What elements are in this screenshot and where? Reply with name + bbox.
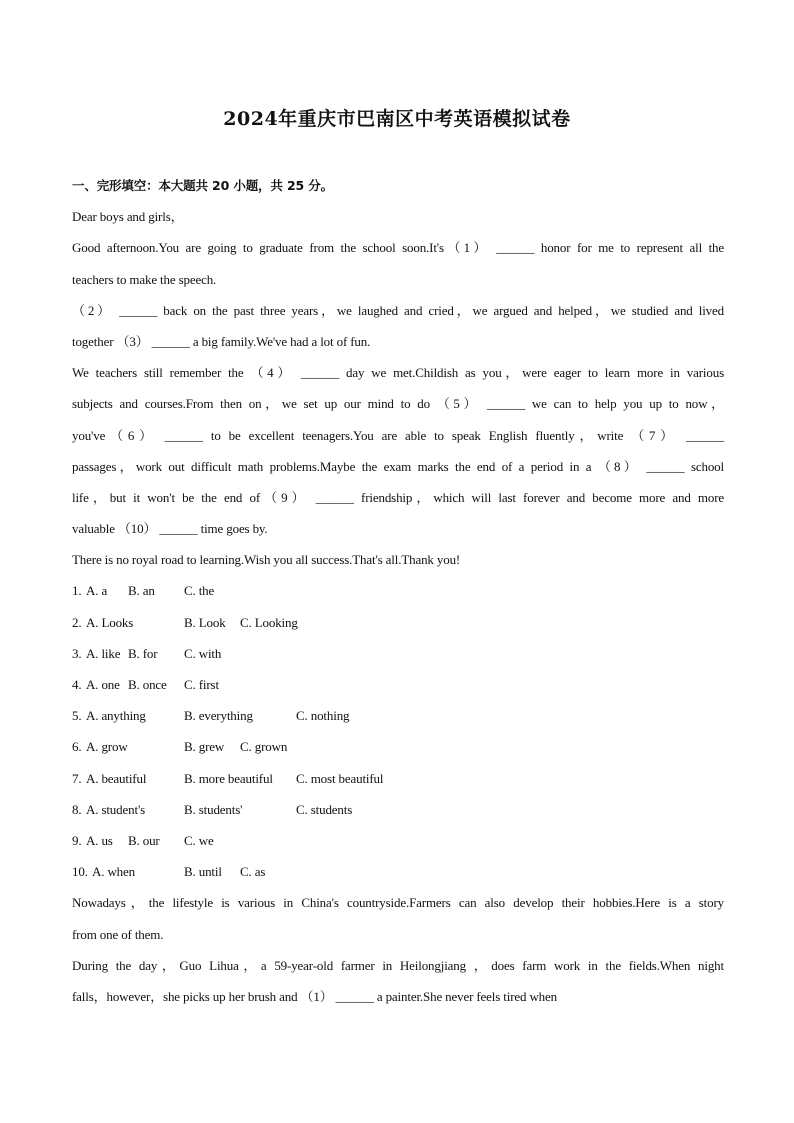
question-row bbox=[72, 607, 724, 638]
option-b: B. until bbox=[184, 864, 222, 880]
passage-line: together （3） ______ a big family.We've had a lot of fun. bbox=[72, 333, 371, 349]
question-number: 3. bbox=[72, 645, 82, 661]
passage-2 bbox=[72, 887, 724, 1012]
question-row bbox=[72, 794, 724, 825]
section-heading: 一、完形填空：本大题共 20 小题，共 25 分。 bbox=[72, 178, 333, 193]
option-c: C. most beautiful bbox=[296, 770, 384, 786]
passage-line: Dear boys and girls， bbox=[72, 209, 184, 225]
question-row bbox=[72, 575, 724, 606]
option-b: B. our bbox=[128, 832, 160, 848]
question-row bbox=[72, 825, 724, 856]
option-a: A. us bbox=[86, 832, 113, 848]
option-b: B. for bbox=[128, 645, 158, 661]
passage-line: from one of them. bbox=[72, 926, 164, 942]
question-number: 2. bbox=[72, 614, 82, 630]
option-c: C. the bbox=[184, 583, 215, 599]
passage-line: Nowadays，the lifestyle is various in China's countryside.Farmers can also develop their hobbies.Here is a story bbox=[72, 895, 724, 911]
passage-line: life，but it won't be the end of（9） ______ friendship，which will last forever and become more and more bbox=[72, 489, 724, 505]
question-list bbox=[72, 575, 724, 887]
question-row bbox=[72, 763, 724, 794]
passage-line: Good afternoon.You are going to graduate from the school soon.It's（1） ______ honor for me to represent all the bbox=[72, 240, 724, 256]
question-row bbox=[72, 669, 724, 700]
option-c: C. students bbox=[296, 801, 353, 817]
page-title: 2024年重庆市巴南区中考英语模拟试卷 bbox=[223, 108, 571, 130]
question-number: 5. bbox=[72, 708, 82, 724]
option-a: A. grow bbox=[86, 739, 128, 755]
question-row bbox=[72, 731, 724, 762]
option-b: B. everything bbox=[184, 708, 253, 724]
passage-line: you've（6） ______ to be excellent teenagers.You are able to speak English fluently，write （7） ______ bbox=[72, 427, 724, 443]
question-row bbox=[72, 700, 724, 731]
option-c: C. Looking bbox=[240, 614, 298, 630]
option-b: B. once bbox=[128, 677, 167, 692]
option-b: B. an bbox=[128, 583, 155, 599]
option-c: C. as bbox=[240, 864, 266, 880]
question-number: 9. bbox=[72, 832, 82, 848]
question-number: 8. bbox=[72, 801, 82, 817]
question-number: 7. bbox=[72, 770, 82, 786]
question-number: 6. bbox=[72, 739, 82, 755]
option-a: A. one bbox=[86, 677, 120, 692]
option-a: A. a bbox=[86, 583, 108, 599]
passage-1 bbox=[72, 201, 724, 575]
question-number: 1. bbox=[72, 583, 82, 599]
passage-line: teachers to make the speech. bbox=[72, 271, 217, 287]
passage-line: There is no royal road to learning.Wish you all success.That's all.Thank you! bbox=[72, 552, 461, 568]
passage-line: We teachers still remember the （4） ______ day we met.Childish as you，were eager to learn more in various bbox=[72, 365, 724, 381]
option-a: A. when bbox=[92, 864, 135, 880]
question-row bbox=[72, 638, 724, 669]
passage-line: passages，work out difficult math problems.Maybe the exam marks the end of a period in a （8） ______ school bbox=[72, 458, 724, 474]
option-a: A. like bbox=[86, 645, 121, 661]
option-a: A. student's bbox=[86, 801, 146, 817]
question-row bbox=[72, 856, 724, 887]
option-c: C. with bbox=[184, 645, 222, 661]
document-body bbox=[72, 170, 724, 1012]
passage-line: During the day，Guo Lihua，a 59-year-old farmer in Heilongjiang ，does farm work in the fields.When night bbox=[72, 957, 724, 973]
passage-line: subjects and courses.From then on，we set up our mind to do （5） ______ we can to help you up to now， bbox=[72, 396, 724, 412]
option-c: C. first bbox=[184, 677, 219, 692]
option-a: A. Looks bbox=[86, 614, 134, 630]
option-c: C. nothing bbox=[296, 708, 350, 724]
option-c: C. we bbox=[184, 832, 214, 848]
question-number: 10. bbox=[72, 864, 88, 880]
option-c: C. grown bbox=[240, 739, 288, 755]
passage-line: valuable （10） ______ time goes by. bbox=[72, 521, 268, 537]
question-number: 4. bbox=[72, 677, 82, 692]
passage-line: falls，however，she picks up her brush and （1） ______ a painter.She never feels tired when bbox=[72, 988, 558, 1004]
option-b: B. students' bbox=[184, 801, 243, 817]
option-b: B. grew bbox=[184, 739, 225, 755]
option-b: B. more beautiful bbox=[184, 770, 273, 786]
option-b: B. Look bbox=[184, 614, 226, 630]
option-a: A. beautiful bbox=[86, 770, 147, 786]
passage-line: （2） ______ back on the past three years，we laughed and cried，we argued and helped，we studied and lived bbox=[72, 302, 724, 318]
option-a: A. anything bbox=[86, 708, 146, 724]
